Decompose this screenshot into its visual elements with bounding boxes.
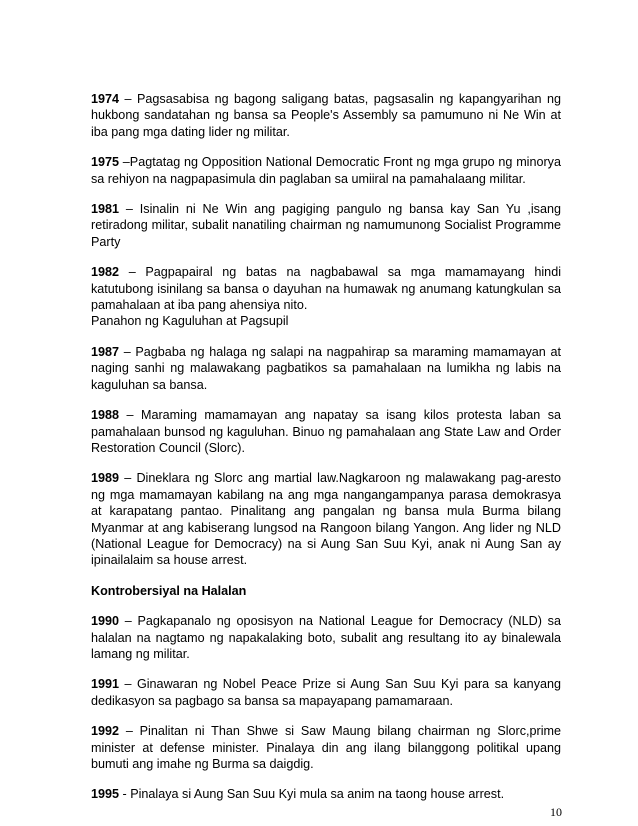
entry-text: – Pagkapanalo ng oposisyon na National League for Democracy (NLD) sa halalan na nagtamo ng napakalaking boto, subalit ang resultang ito ay binalewala lamang ng militar. [91, 614, 561, 661]
entry-text: – Ginawaran ng Nobel Peace Prize si Aung San Suu Kyi para sa kanyang dedikasyon sa pagbago sa bansa sa mapayapang pamamaraan. [91, 677, 561, 708]
timeline-entry-1975 [91, 154, 561, 187]
entry-text: – Pinalitan ni Than Shwe si Saw Maung bilang chairman ng Slorc,prime minister at defense minister. Pinalaya din ang ilang bilanggong politikal upang bumuti ang imahe ng Burma sa daigdig. [91, 724, 561, 771]
timeline-entry-1991 [91, 676, 561, 709]
document-body [91, 91, 561, 803]
entry-text: – Pagsasabisa ng bagong saligang batas, pagsasalin ng kapangyarihan ng hukbong sandatahan ng bansa sa People's Assembly sa pamumuno ni Ne Win at iba pang mga dating lider ng militar. [91, 92, 561, 139]
entry-text: – Dineklara ng Slorc ang martial law.Nagkaroon ng malawakang pag-aresto ng mga mamamayan kabilang na ang mga nangangampanya parasa demokrasya at karapatang pantao. Pinalitang ang pangalan ng bansa mula Burma bilang Myanmar at ang kabiserang lungsod na Rangoon bilang Yangon. Ang lider ng NLD (National League for Democracy) na si Aung San Suu Kyi, anak ni Aung San ay ipinailalaim sa house arrest. [91, 471, 561, 568]
entry-text: – Pagbaba ng halaga ng salapi na nagpahirap sa maraming mamamayan at naging sanhi ng malawakang pagbatikos sa pamahalaan na lumikha ng labis na kaguluhan sa bansa. [91, 344, 561, 392]
entry-year: 1981 [91, 202, 120, 217]
entry-year: 1974 [91, 92, 120, 106]
period-subheading: Panahon ng Kaguluhan at Pagsupil [91, 314, 289, 329]
page-number: 10 [550, 805, 562, 819]
entry-year: 1989 [91, 471, 120, 486]
entry-year: 1988 [91, 408, 120, 423]
entry-year: 1982 [91, 265, 120, 280]
timeline-entry-1995 [91, 786, 561, 802]
timeline-entry-1988 [91, 407, 561, 456]
entry-year: 1995 [91, 787, 120, 802]
timeline-entry-1982 [91, 264, 561, 330]
timeline-entry-1990 [91, 613, 561, 662]
entry-text: –Pagtatag ng Opposition National Democratic Front ng mga grupo ng minorya sa rehiyon na nagpapasimula din paglaban sa umiiral na pamahalaang militar. [91, 155, 561, 186]
timeline-entry-1989 [91, 470, 561, 568]
timeline-entry-1974 [91, 91, 561, 140]
entry-year: 1991 [91, 677, 120, 692]
entry-year: 1990 [91, 614, 120, 629]
timeline-entry-1987 [91, 344, 561, 393]
entry-year: 1992 [91, 724, 120, 739]
entry-text: – Pagpapairal ng batas na nagbabawal sa mga mamamayang hindi katutubong isinilang sa bansa o dayuhan na humawak ng anumang katungkulan sa pamahalaan at iba pang ahensiya nito. [91, 265, 561, 313]
entry-text: - Pinalaya si Aung San Suu Kyi mula sa anim na taong house arrest. [119, 787, 505, 802]
entry-year: 1987 [91, 344, 120, 359]
section-heading: Kontrobersiyal na Halalan [91, 583, 247, 598]
timeline-entry-1981 [91, 201, 561, 250]
timeline-entry-1992 [91, 723, 561, 772]
entry-text: – Maraming mamamayan ang napatay sa isang kilos protesta laban sa pamahalaan bunsod ng kaguluhan. Binuo ng pamahalaan ang State Law and Order Restoration Council (Slorc). [91, 408, 561, 455]
entry-text: – Isinalin ni Ne Win ang pagiging pangulo ng bansa kay San Yu ,isang retiradong militar, subalit nanatiling chairman ng namumunong Socialist Programme Party [91, 202, 561, 249]
entry-year: 1975 [91, 155, 120, 170]
